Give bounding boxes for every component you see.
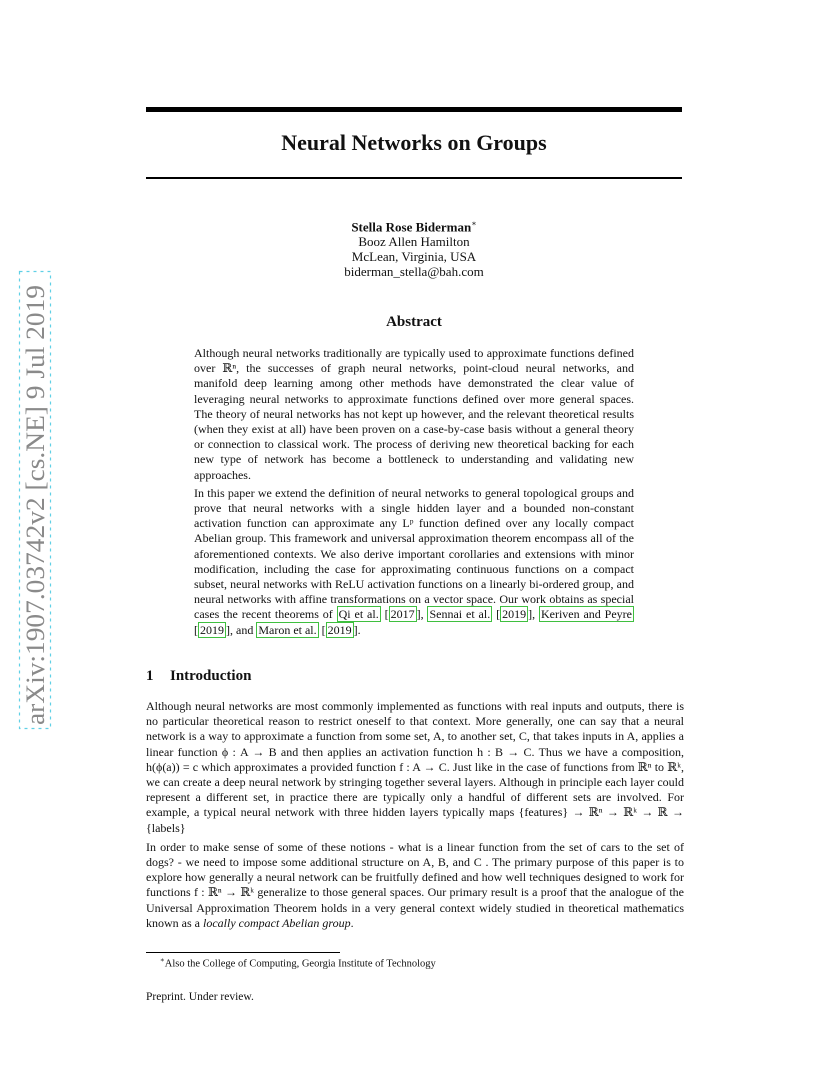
footnote-rule [146, 952, 340, 953]
author-footnote-marker: ∗ [471, 219, 477, 228]
author-name: Stella Rose Biderman [351, 219, 472, 235]
footnote [160, 956, 436, 970]
citation-link[interactable]: 2019 [502, 607, 527, 622]
citation-link[interactable]: 2019 [327, 622, 352, 637]
abstract-heading: Abstract [386, 314, 442, 330]
title-bottom-rule [146, 177, 682, 179]
intro-paragraph-2: In order to make sense of some of these notions - what is a linear function from the set of cars to the set of dogs? - we need to impose some additional structure on A, B, and C . The primary purpose of this paper is to explore how generally a neural network can be fruitfully defined and how well techniques designed to work for functions f : ℝⁿ → ℝᵏ generalize to those general spaces. Our primary result is a proof that the analogue of the Universal Approximation Theorem holds in a very general context widely studied in theoretical mathematics known as a locally compact Abelian group. [146, 839, 684, 930]
author-email: biderman_stella@bah.com [344, 264, 484, 280]
abstract-body [194, 346, 634, 641]
author-location: McLean, Virginia, USA [351, 249, 477, 265]
preprint-note: Preprint. Under review. [146, 991, 254, 1003]
footnote-text: Also the College of Computing, Georgia Institute of Technology [164, 958, 436, 970]
section-number: 1 [146, 668, 154, 684]
abstract-paragraph-2: In this paper we extend the definition of neural networks to general topological groups and prove that neural networks with a single hidden layer and a bounded non-constant activation function can approximate any Lᵖ function defined over any locally compact Abelian group. This framework and universal approximation theorem encompass all of the aforementioned contexts. We also derive important corollaries and extensions with minor modification, including the case for approximating continuous functions on a compact subset, neural networks with ReLU activation functions on a linearly bi-ordered group, and neural networks with affine transformations on a vector space. Our work obtains as special cases the recent theorems of Qi et al. [ 2017 ], Sennai et al. [ 2019 ], Keriven and Peyre [ 2019 ], and Maron et al. [ 2019 ]. [194, 485, 634, 637]
citation-link[interactable]: Keriven and Peyre [540, 607, 632, 622]
arxiv-stamp-text: arXiv:1907.03742v2 [cs.NE] 9 Jul 2019 [21, 307, 50, 725]
arxiv-stamp [18, 270, 52, 730]
citation-link[interactable]: Sennai et al. [429, 607, 491, 622]
intro-paragraph-1: Although neural networks are most commonly implemented as functions with real inputs and outputs, there is no particular theoretical reason to restrict oneself to that context. More generally, one can say that a neural network is a way to approximate a function from some set, A, to another set, C, that takes inputs in A, applies a linear function ϕ : A → B and then applies an activation function h : B → C. Thus we have a composition, h(ϕ(a)) = c which approximates a provided function f : A → C. Just like in the case of functions from ℝⁿ to ℝᵏ, we can create a deep neural network by stringing together several layers. Although in principle each layer could represent a different set, in practice there are typically only a handful of different sets are involved. For example, a typical neural network with three hidden layers typically maps {features} → ℝⁿ → ℝᵏ → ℝ → {labels} [146, 699, 684, 835]
footnote-marker: ∗ [160, 956, 165, 964]
emphasis-term: locally compact Abelian group [203, 915, 351, 930]
title-top-rule [146, 107, 682, 112]
abstract-paragraph-1: Although neural networks traditionally are typically used to approximate functions defined over ℝⁿ, the successes of graph neural networks, point-cloud neural networks, and manifold deep learning among other methods have demonstrated the clear value of leveraging neural networks to approximate functions defined over more general spaces. The theory of neural networks has not kept up however, and the relevant theoretical results (when they exist at all) have been proven on a case-by-case basis without a general theory or connection to classical work. The process of deriving new theoretical backing for each new type of network has become a bottleneck to understanding and validating new approaches. [194, 346, 634, 482]
author-affiliation: Booz Allen Hamilton [358, 234, 470, 250]
citation-link[interactable]: 2017 [390, 607, 415, 622]
section-title: Introduction [170, 668, 252, 684]
citation-link[interactable]: Qi et al. [338, 607, 379, 622]
paper-title: Neural Networks on Groups [281, 130, 547, 155]
citation-link[interactable]: 2019 [200, 622, 224, 637]
citation-link[interactable]: Maron et al. [258, 622, 317, 637]
section-heading [146, 668, 682, 685]
author-block [146, 216, 682, 279]
introduction-body [146, 699, 684, 935]
